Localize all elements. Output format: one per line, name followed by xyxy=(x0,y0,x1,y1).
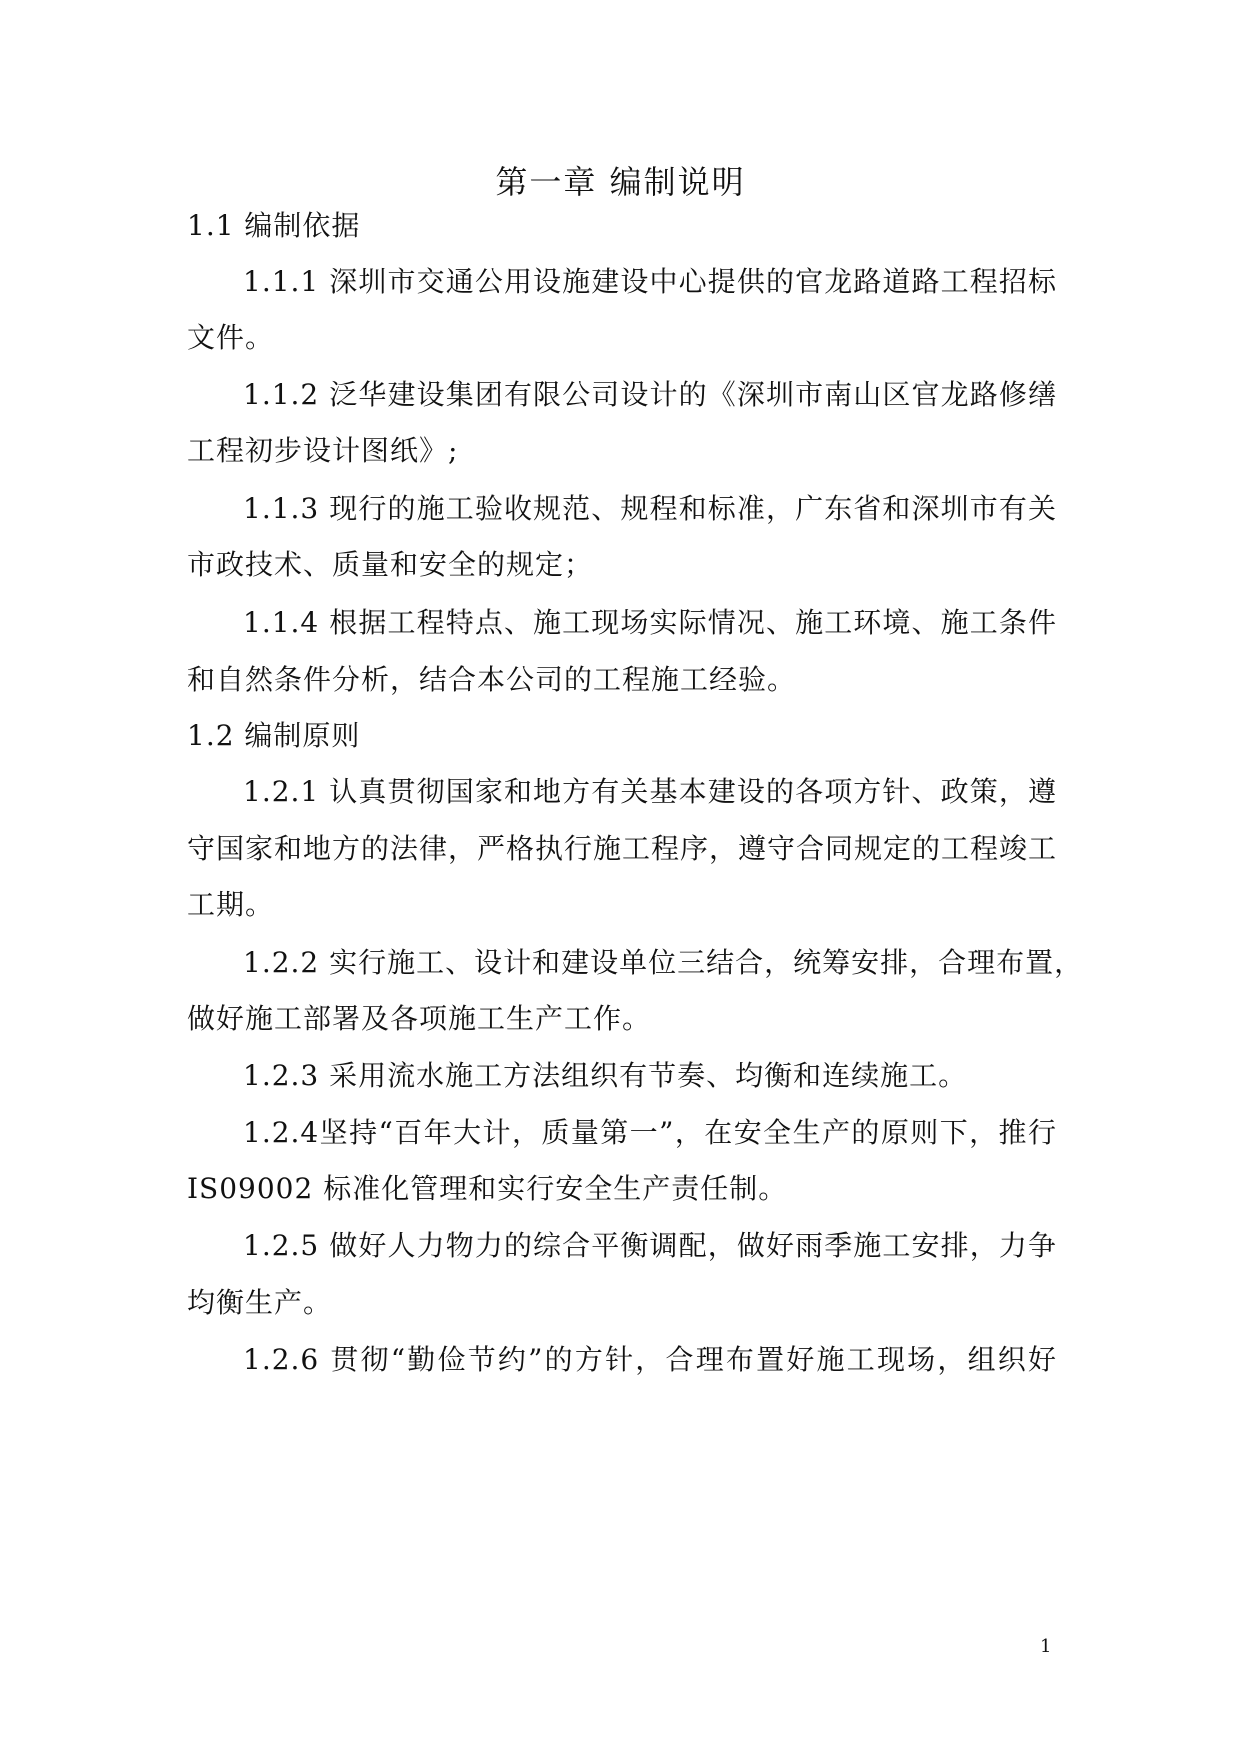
paragraph-line: 1.2.1 认真贯彻国家和地方有关基本建设的各项方针、政策，遵 xyxy=(243,775,1057,808)
paragraph-line: 1.2.3 采用流水施工方法组织有节奏、均衡和连续施工。 xyxy=(243,1059,968,1092)
paragraph-line: 工程初步设计图纸》; xyxy=(187,434,459,467)
paragraph-line: 工期。 xyxy=(187,888,275,921)
paragraph-line: 1.2.4坚持“百年大计，质量第一”，在安全生产的原则下，推行 xyxy=(243,1116,1057,1149)
paragraph-line: 1.1.3 现行的施工验收规范、规程和标准，广东省和深圳市有关 xyxy=(243,492,1057,525)
paragraph-line: 做好施工部署及各项施工生产工作。 xyxy=(187,1002,652,1035)
paragraph-line: 1.1.4 根据工程特点、施工现场实际情况、施工环境、施工条件 xyxy=(243,606,1057,639)
section-heading-1-1: 1.1 编制依据 xyxy=(187,209,361,242)
chapter-title: 第一章 编制说明 xyxy=(495,163,746,201)
paragraph-line: IS09002 标准化管理和实行安全生产责任制。 xyxy=(187,1172,788,1205)
paragraph-line: 1.2.2 实行施工、设计和建设单位三结合，统筹安排，合理布置， xyxy=(243,946,1084,979)
paragraph-line: 1.2.6 贯彻“勤俭节约”的方针，合理布置好施工现场，组织好 xyxy=(243,1343,1057,1376)
paragraph-line: 均衡生产。 xyxy=(187,1286,333,1319)
paragraph-line: 和自然条件分析，结合本公司的工程施工经验。 xyxy=(187,663,797,696)
paragraph-line: 市政技术、质量和安全的规定； xyxy=(187,548,594,581)
paragraph-line: 1.1.2 泛华建设集团有限公司设计的《深圳市南山区官龙路修缮 xyxy=(243,378,1057,411)
paragraph-line: 守国家和地方的法律，严格执行施工程序，遵守合同规定的工程竣工 xyxy=(187,832,1058,865)
paragraph-line: 1.1.1 深圳市交通公用设施建设中心提供的官龙路道路工程招标 xyxy=(243,265,1057,298)
section-heading-1-2: 1.2 编制原则 xyxy=(187,719,361,752)
paragraph-line: 文件。 xyxy=(187,321,275,354)
page-number: 1 xyxy=(1040,1636,1052,1657)
paragraph-line: 1.2.5 做好人力物力的综合平衡调配，做好雨季施工安排，力争 xyxy=(243,1229,1057,1262)
